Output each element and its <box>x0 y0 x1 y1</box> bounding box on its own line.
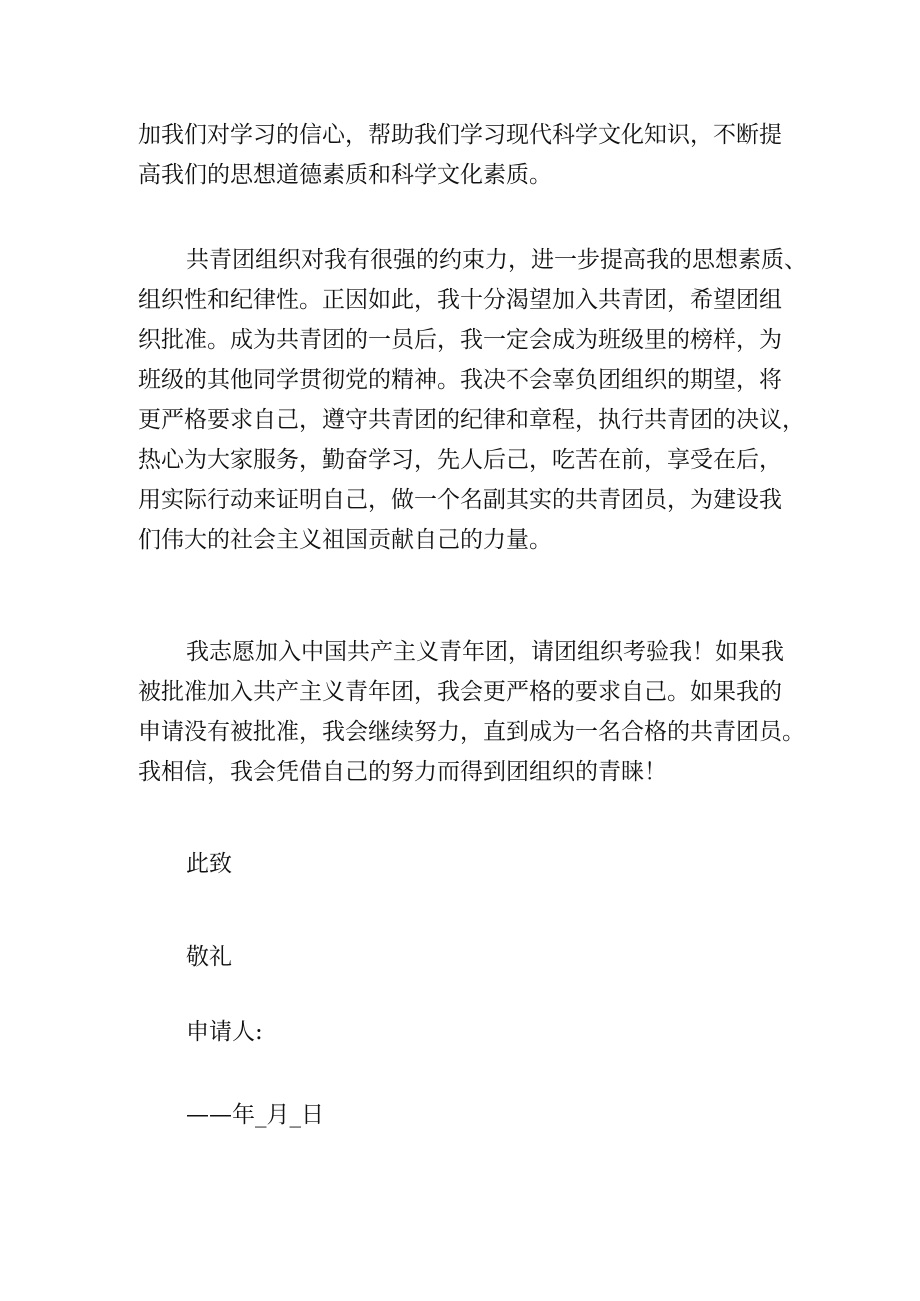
paragraph-line: 们伟大的社会主义祖国贡献自己的力量。 <box>138 527 552 553</box>
paragraph-line: 被批准加入共产主义青年团，我会更严格的要求自己。如果我的 <box>138 679 782 705</box>
paragraph-1 <box>138 115 798 195</box>
closing-phrase: 此致 <box>186 851 232 877</box>
paragraph-line: 用实际行动来证明自己，做一个名副其实的共青团员，为建设我 <box>138 487 782 513</box>
paragraph-line: 组织性和纪律性。正因如此，我十分渴望加入共青团，希望团组 <box>138 287 782 313</box>
date-line: ——年_月_日 <box>186 1102 324 1128</box>
paragraph-line: 共青团组织对我有很强的约束力，进一步提高我的思想素质、 <box>186 247 807 273</box>
paragraph-2 <box>138 240 807 560</box>
salutation: 敬礼 <box>186 944 232 970</box>
paragraph-line: 热心为大家服务，勤奋学习，先人后己，吃苦在前，享受在后， <box>138 447 782 473</box>
paragraph-line: 我相信，我会凭借自己的努力而得到团组织的青睐！ <box>138 759 667 785</box>
applicant-label: 申请人: <box>186 1019 263 1045</box>
paragraph-line: 织批准。成为共青团的一员后，我一定会成为班级里的榜样，为 <box>138 327 782 353</box>
paragraph-3 <box>138 632 805 792</box>
paragraph-line: 我志愿加入中国共产主义青年团，请团组织考验我！如果我 <box>186 639 784 665</box>
paragraph-line: 更严格要求自己，遵守共青团的纪律和章程，执行共青团的决议， <box>138 407 805 433</box>
paragraph-line: 申请没有被批准，我会继续努力，直到成为一名合格的共青团员。 <box>138 719 805 745</box>
paragraph-line: 高我们的思想道德素质和科学文化素质。 <box>138 162 552 188</box>
paragraph-line: 加我们对学习的信心，帮助我们学习现代科学文化知识，不断提 <box>138 122 782 148</box>
paragraph-line: 班级的其他同学贯彻党的精神。我决不会辜负团组织的期望，将 <box>138 367 782 393</box>
